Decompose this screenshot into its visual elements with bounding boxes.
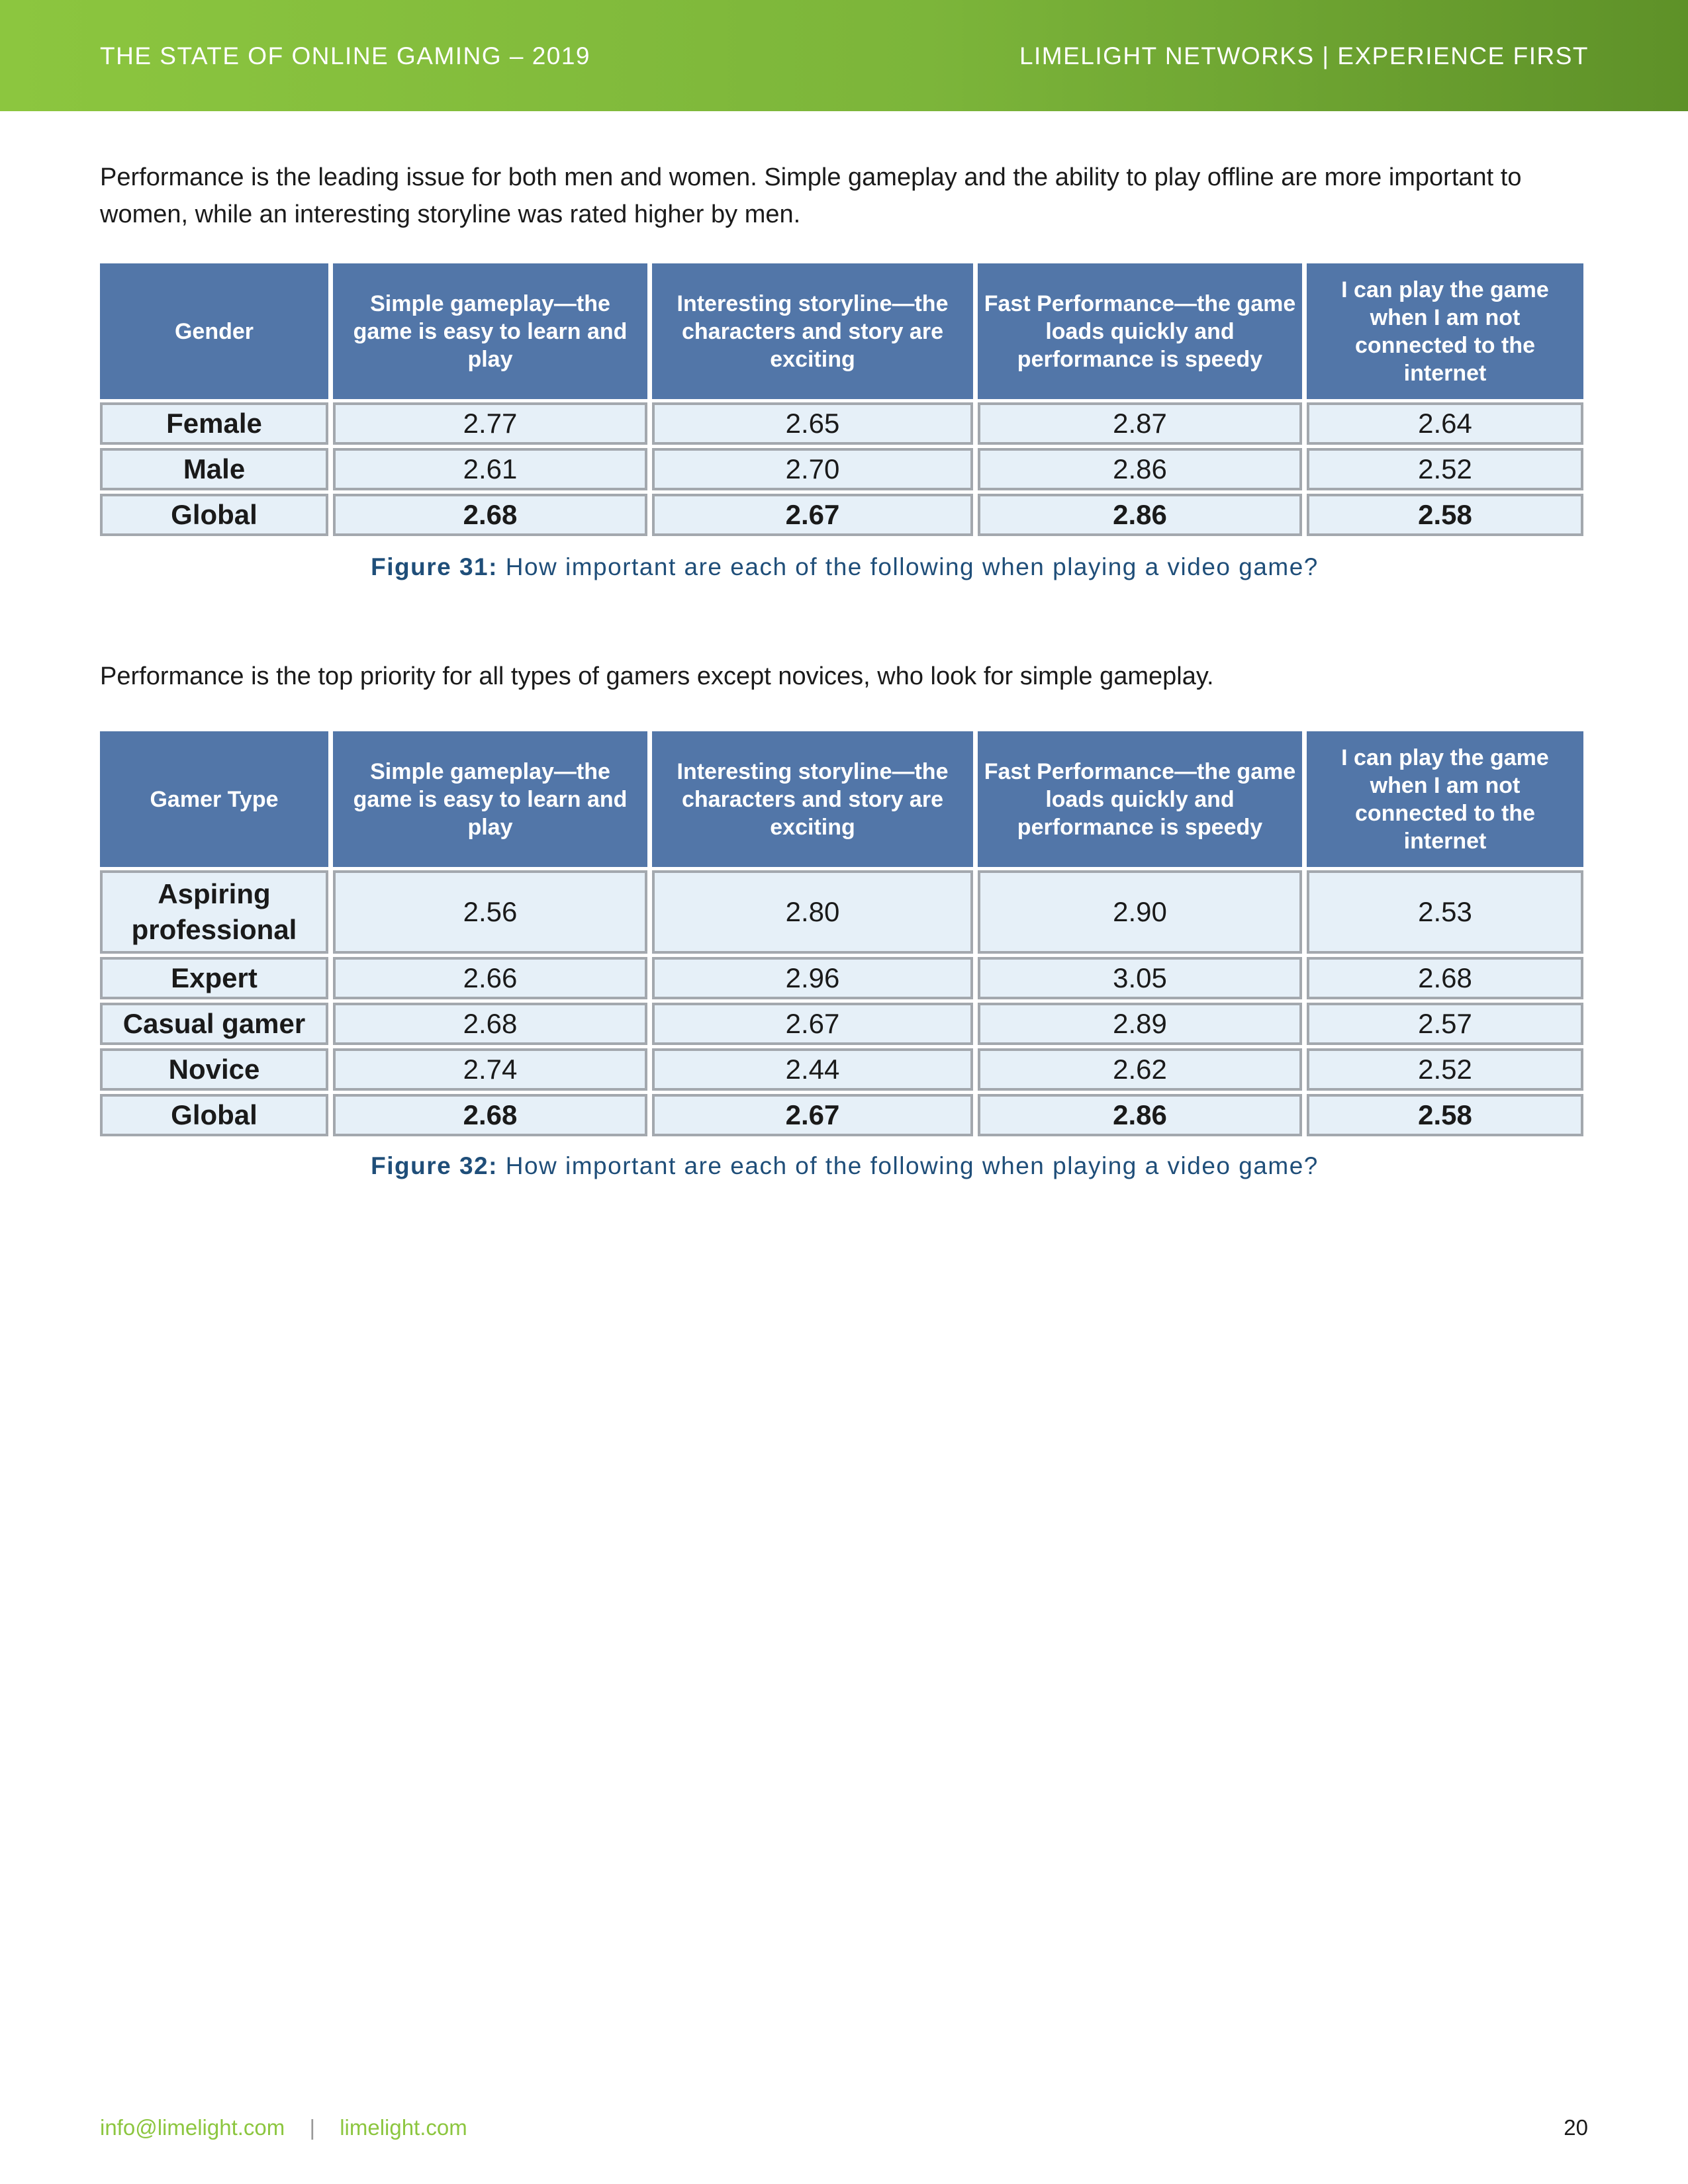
header-cell-gamer-type: Gamer Type [100, 731, 328, 867]
table-row-global [100, 1094, 1583, 1136]
row-label: Global [100, 1094, 328, 1136]
table-cell: 2.86 [978, 1094, 1302, 1136]
table-row [100, 1003, 1583, 1045]
table-cell: 3.05 [978, 957, 1302, 999]
table-cell: 2.67 [652, 494, 973, 536]
figure-31-caption [100, 553, 1589, 581]
table-row [100, 957, 1583, 999]
page-number: 20 [1564, 2115, 1588, 2140]
table-cell: 2.87 [978, 402, 1302, 445]
header-cell-offline: I can play the game when I am not connected to the internet [1307, 263, 1583, 399]
header-cell-gender: Gender [100, 263, 328, 399]
table-cell: 2.53 [1307, 870, 1583, 954]
table-header-row [100, 263, 1583, 399]
table-cell: 2.68 [333, 1094, 647, 1136]
table-cell: 2.64 [1307, 402, 1583, 445]
table-cell: 2.68 [333, 494, 647, 536]
table-cell: 2.52 [1307, 1048, 1583, 1091]
table-row [100, 1048, 1583, 1091]
footer-email-link[interactable]: info@limelight.com [100, 2115, 285, 2140]
row-label: Female [100, 402, 328, 445]
table-cell: 2.44 [652, 1048, 973, 1091]
header-cell-storyline: Interesting storyline—the characters and story are exciting [652, 263, 973, 399]
table-row-global [100, 494, 1583, 536]
header-cell-performance: Fast Performance—the game loads quickly and performance is speedy [978, 731, 1302, 867]
table-cell: 2.80 [652, 870, 973, 954]
footer-site-link[interactable]: limelight.com [340, 2115, 467, 2140]
table-cell: 2.67 [652, 1003, 973, 1045]
table-cell: 2.77 [333, 402, 647, 445]
figure-32-caption [100, 1152, 1589, 1180]
table-cell: 2.74 [333, 1048, 647, 1091]
row-label: Expert [100, 957, 328, 999]
table-cell: 2.89 [978, 1003, 1302, 1045]
company-tagline: LIMELIGHT NETWORKS | EXPERIENCE FIRST [1019, 42, 1589, 69]
table-row [100, 402, 1583, 445]
row-label: Male [100, 448, 328, 490]
table-cell: 2.68 [1307, 957, 1583, 999]
table-cell: 2.68 [333, 1003, 647, 1045]
table-cell: 2.70 [652, 448, 973, 490]
table-header-row [100, 731, 1583, 867]
table-cell: 2.61 [333, 448, 647, 490]
table-cell: 2.86 [978, 448, 1302, 490]
header-cell-offline: I can play the game when I am not connected to the internet [1307, 731, 1583, 867]
caption-text: How important are each of the following when playing a video game? [505, 1152, 1319, 1179]
header-cell-simple-gameplay: Simple gameplay—the game is easy to learn and play [333, 731, 647, 867]
footer-contact [100, 2115, 467, 2140]
report-title: THE STATE OF ONLINE GAMING – 2019 [100, 42, 591, 69]
row-label: Novice [100, 1048, 328, 1091]
intro-paragraph-1: Performance is the leading issue for both men and women. Simple gameplay and the ability to play offline are more important to women, while an interesting storyline was rated higher by men. [100, 163, 1522, 228]
footer-separator: | [309, 2115, 316, 2140]
table-cell: 2.96 [652, 957, 973, 999]
table-cell: 2.90 [978, 870, 1302, 954]
header-cell-performance: Fast Performance—the game loads quickly and performance is speedy [978, 263, 1302, 399]
caption-label: Figure 31: [371, 553, 498, 580]
table-cell: 2.52 [1307, 448, 1583, 490]
gamer-type-table [95, 728, 1588, 1140]
row-label: Casual gamer [100, 1003, 328, 1045]
row-label: Global [100, 494, 328, 536]
table-cell: 2.58 [1307, 494, 1583, 536]
header-cell-simple-gameplay: Simple gameplay—the game is easy to learn and play [333, 263, 647, 399]
table-row [100, 870, 1583, 954]
table-cell: 2.56 [333, 870, 647, 954]
intro-paragraph-2: Performance is the top priority for all types of gamers except novices, who look for simple gameplay. [100, 662, 1214, 690]
table-cell: 2.58 [1307, 1094, 1583, 1136]
table-cell: 2.62 [978, 1048, 1302, 1091]
table-cell: 2.67 [652, 1094, 973, 1136]
table-cell: 2.86 [978, 494, 1302, 536]
caption-text: How important are each of the following when playing a video game? [505, 553, 1319, 580]
page-header [0, 0, 1688, 111]
table-cell: 2.57 [1307, 1003, 1583, 1045]
caption-label: Figure 32: [371, 1152, 498, 1179]
gender-table [95, 260, 1588, 539]
header-cell-storyline: Interesting storyline—the characters and story are exciting [652, 731, 973, 867]
table-row [100, 448, 1583, 490]
table-cell: 2.66 [333, 957, 647, 999]
table-cell: 2.65 [652, 402, 973, 445]
row-label: Aspiring professional [100, 870, 328, 954]
